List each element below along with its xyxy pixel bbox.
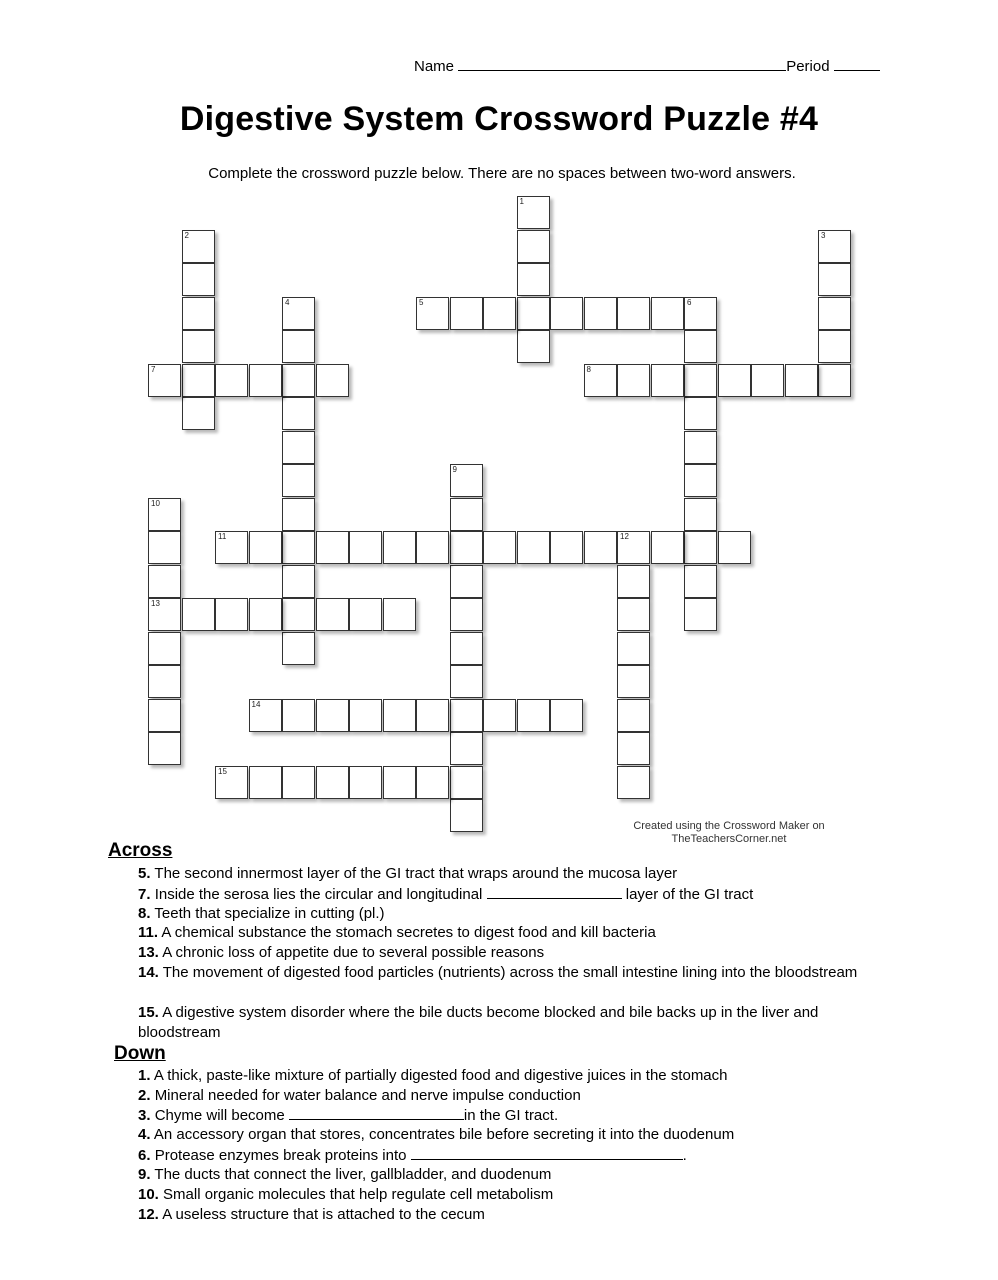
crossword-cell[interactable] <box>316 531 349 564</box>
crossword-cell[interactable] <box>617 665 650 698</box>
crossword-cell[interactable] <box>282 397 315 430</box>
crossword-cell[interactable] <box>584 364 617 397</box>
crossword-cell[interactable] <box>182 263 215 296</box>
crossword-cell[interactable] <box>818 364 851 397</box>
clue-text: The second innermost layer of the GI tract that wraps around the mucosa layer <box>154 865 678 882</box>
crossword-cell[interactable] <box>282 766 315 799</box>
crossword-cell[interactable] <box>550 297 583 330</box>
clue-text: The ducts that connect the liver, gallbladder, and duodenum <box>154 1166 552 1183</box>
clue-number: 1. <box>138 1067 151 1084</box>
cell-number: 7 <box>151 364 156 374</box>
crossword-cell[interactable] <box>148 632 181 665</box>
clue-text: A chemical substance the stomach secretes to digest food and kill bacteria <box>161 924 656 941</box>
cell-number: 10 <box>151 498 160 508</box>
crossword-cell[interactable] <box>249 598 282 631</box>
crossword-cell[interactable] <box>316 766 349 799</box>
crossword-cell[interactable] <box>416 766 449 799</box>
cell-number: 13 <box>151 599 160 608</box>
cell-number: 8 <box>586 364 591 374</box>
clue-text: A chronic loss of appetite due to several possible reasons <box>162 944 545 961</box>
clue-text-before: Protease enzymes break proteins into <box>154 1147 407 1164</box>
crossword-cell[interactable] <box>550 531 583 564</box>
crossword-cell[interactable] <box>684 565 717 598</box>
crossword-cell[interactable] <box>282 632 315 665</box>
clue-down-9 <box>138 1165 868 1185</box>
crossword-cell[interactable] <box>751 364 784 397</box>
crossword-cell[interactable] <box>785 364 818 397</box>
clue-number: 5. <box>138 865 151 882</box>
crossword-cell[interactable] <box>517 699 550 732</box>
clue-text-after: . <box>682 1147 687 1164</box>
cell-number: 12 <box>620 532 629 541</box>
clue-across-13 <box>138 943 868 963</box>
clue-number: 9. <box>138 1166 151 1183</box>
clue-number: 7. <box>138 886 151 903</box>
crossword-cell[interactable] <box>450 565 483 598</box>
crossword-cell[interactable] <box>383 766 416 799</box>
crossword-cell[interactable] <box>383 598 416 631</box>
clue-down-10 <box>138 1185 868 1205</box>
clue-text-after: layer of the GI tract <box>625 886 754 903</box>
crossword-cell[interactable] <box>550 699 583 732</box>
cell-number: 5 <box>419 297 424 307</box>
crossword-cell[interactable] <box>182 297 215 330</box>
answer-blank <box>487 884 622 899</box>
crossword-cell[interactable] <box>651 297 684 330</box>
crossword-cell[interactable] <box>249 364 282 397</box>
clue-number: 6. <box>138 1147 151 1164</box>
crossword-cell[interactable] <box>450 632 483 665</box>
crossword-cell[interactable] <box>651 364 684 397</box>
cell-number: 1 <box>519 197 524 206</box>
crossword-cell[interactable] <box>617 632 650 665</box>
crossword-cell[interactable] <box>818 330 851 363</box>
instructions: Complete the crossword puzzle below. There are no spaces between two-word answers. <box>208 165 796 182</box>
crossword-cell[interactable] <box>450 799 483 832</box>
clue-across-11 <box>138 923 868 943</box>
crossword-cell[interactable] <box>416 531 449 564</box>
clue-number: 3. <box>138 1107 151 1124</box>
clue-number: 15. <box>138 1004 159 1021</box>
crossword-cell[interactable] <box>617 364 650 397</box>
crossword-cell[interactable] <box>282 565 315 598</box>
crossword-cell[interactable] <box>818 297 851 330</box>
clue-text: A useless structure that is attached to the cecum <box>162 1206 485 1223</box>
crossword-cell[interactable] <box>282 297 315 330</box>
crossword-cell[interactable] <box>450 498 483 531</box>
crossword-cell[interactable] <box>617 699 650 732</box>
crossword-cell[interactable] <box>617 766 650 799</box>
crossword-cell[interactable] <box>450 699 483 732</box>
crossword-cell[interactable] <box>316 598 349 631</box>
crossword-cell[interactable] <box>517 330 550 363</box>
crossword-cell[interactable] <box>483 699 516 732</box>
crossword-cell[interactable] <box>483 297 516 330</box>
crossword-cell[interactable] <box>215 766 248 799</box>
crossword-cell[interactable] <box>684 397 717 430</box>
crossword-cell[interactable] <box>684 498 717 531</box>
crossword-cell[interactable] <box>148 531 181 564</box>
crossword-cell[interactable] <box>517 230 550 263</box>
answer-blank <box>289 1105 464 1120</box>
cell-number: 6 <box>687 297 692 307</box>
clue-text: Small organic molecules that help regulate cell metabolism <box>163 1186 554 1203</box>
crossword-cell[interactable] <box>684 364 717 397</box>
crossword-cell[interactable] <box>450 766 483 799</box>
crossword-cell[interactable] <box>517 531 550 564</box>
crossword-cell[interactable] <box>182 330 215 363</box>
crossword-cell[interactable] <box>349 766 382 799</box>
clue-down-1 <box>138 1066 868 1086</box>
clue-text: The movement of digested food particles (nutrients) across the small intestine lining into the bloodstream <box>162 964 858 981</box>
clue-number: 14. <box>138 964 159 981</box>
crossword-cell[interactable] <box>282 431 315 464</box>
crossword-cell[interactable] <box>282 364 315 397</box>
credit <box>604 820 854 846</box>
clue-text: Mineral needed for water balance and nerve impulse conduction <box>154 1087 581 1104</box>
crossword-cell[interactable] <box>617 565 650 598</box>
crossword-cell[interactable] <box>684 464 717 497</box>
clue-number: 13. <box>138 944 159 961</box>
clue-number: 11. <box>138 924 159 941</box>
crossword-cell[interactable] <box>584 531 617 564</box>
credit-line-1: Created using the Crossword Maker on <box>633 820 825 832</box>
crossword-cell[interactable] <box>818 230 851 263</box>
cell-number: 4 <box>285 297 290 307</box>
crossword-cell[interactable] <box>651 531 684 564</box>
clue-number: 4. <box>138 1126 151 1143</box>
clue-number: 12. <box>138 1206 159 1223</box>
cell-number: 14 <box>251 699 261 709</box>
crossword-cell[interactable] <box>148 699 181 732</box>
clue-across-8 <box>138 904 868 924</box>
cell-number: 11 <box>218 532 227 541</box>
crossword-cell[interactable] <box>684 330 717 363</box>
down-heading: Down <box>114 1043 166 1064</box>
crossword-cell[interactable] <box>617 531 650 564</box>
crossword-cell[interactable] <box>416 297 449 330</box>
crossword-cell[interactable] <box>282 498 315 531</box>
clue-text: Teeth that specialize in cutting (pl.) <box>154 905 385 922</box>
crossword-cell[interactable] <box>282 464 315 497</box>
crossword-cell[interactable] <box>450 732 483 765</box>
clue-down-12 <box>138 1205 868 1225</box>
clue-across-14 <box>138 963 868 983</box>
crossword-cell[interactable] <box>718 364 751 397</box>
answer-blank <box>411 1145 683 1160</box>
crossword-cell[interactable] <box>182 598 215 631</box>
crossword-cell[interactable] <box>517 297 550 330</box>
crossword-cell[interactable] <box>684 431 717 464</box>
crossword-cell[interactable] <box>148 498 181 531</box>
cell-number: 15 <box>218 766 227 776</box>
crossword-cell[interactable] <box>818 263 851 296</box>
period-label: Period <box>786 58 830 75</box>
clue-down-2 <box>138 1086 868 1106</box>
crossword-cell[interactable] <box>383 531 416 564</box>
credit-line-2: TheTeachersCorner.net <box>671 833 787 845</box>
cell-number: 9 <box>452 465 457 474</box>
cell-number: 2 <box>184 230 189 240</box>
crossword-cell[interactable] <box>282 598 315 631</box>
crossword-cell[interactable] <box>148 565 181 598</box>
crossword-cell[interactable] <box>215 364 248 397</box>
clue-across-15 <box>138 1003 868 1043</box>
crossword-cell[interactable] <box>718 531 751 564</box>
crossword-cell[interactable] <box>148 598 181 631</box>
clue-text-before: Chyme will become <box>154 1107 285 1124</box>
crossword-cell[interactable] <box>349 598 382 631</box>
crossword-cell[interactable] <box>617 297 650 330</box>
clue-text: A digestive system disorder where the bile ducts become blocked and bile backs up in the liver and bloodstream <box>138 1004 819 1041</box>
crossword-cell[interactable] <box>450 598 483 631</box>
crossword-cell[interactable] <box>316 364 349 397</box>
crossword-cell[interactable] <box>215 598 248 631</box>
clue-across-5 <box>138 864 868 884</box>
clue-number: 8. <box>138 905 151 922</box>
crossword-cell[interactable] <box>249 766 282 799</box>
clue-down-4 <box>138 1125 868 1145</box>
crossword-cell[interactable] <box>349 531 382 564</box>
crossword-cell[interactable] <box>349 699 382 732</box>
crossword-cell[interactable] <box>148 665 181 698</box>
clue-down-3 <box>138 1105 868 1126</box>
page-title: Digestive System Crossword Puzzle #4 <box>179 100 819 138</box>
crossword-cell[interactable] <box>450 531 483 564</box>
crossword-cell[interactable] <box>383 699 416 732</box>
crossword-cell[interactable] <box>182 364 215 397</box>
clue-text-after: in the GI tract. <box>463 1107 559 1124</box>
crossword-cell[interactable] <box>282 699 315 732</box>
crossword-cell[interactable] <box>584 297 617 330</box>
crossword-cell[interactable] <box>684 297 717 330</box>
clue-text: A thick, paste-like mixture of partially digested food and digestive juices in the stomach <box>153 1067 728 1084</box>
crossword-cell[interactable] <box>148 732 181 765</box>
crossword-cell[interactable] <box>215 531 248 564</box>
crossword-cell[interactable] <box>282 531 315 564</box>
cell-number: 3 <box>821 230 826 240</box>
crossword-cell[interactable] <box>450 665 483 698</box>
crossword-cell[interactable] <box>182 230 215 263</box>
crossword-cell[interactable] <box>450 297 483 330</box>
crossword-cell[interactable] <box>617 598 650 631</box>
crossword-cell[interactable] <box>182 397 215 430</box>
crossword-cell[interactable] <box>316 699 349 732</box>
clue-text-before: Inside the serosa lies the circular and longitudinal <box>154 886 483 903</box>
crossword-cell[interactable] <box>684 598 717 631</box>
crossword-cell[interactable] <box>249 531 282 564</box>
clue-number: 2. <box>138 1087 151 1104</box>
crossword-cell[interactable] <box>249 699 282 732</box>
clue-across-7 <box>138 884 868 905</box>
crossword-cell[interactable] <box>282 330 315 363</box>
crossword-cell[interactable] <box>684 531 717 564</box>
crossword-cell[interactable] <box>416 699 449 732</box>
crossword-cell[interactable] <box>450 464 483 497</box>
crossword-cell[interactable] <box>517 263 550 296</box>
crossword-cell[interactable] <box>517 196 550 229</box>
clue-text: An accessory organ that stores, concentrates bile before secreting it into the duodenum <box>153 1126 735 1143</box>
clue-number: 10. <box>138 1186 159 1203</box>
crossword-cell[interactable] <box>483 531 516 564</box>
clue-down-6 <box>138 1145 868 1166</box>
crossword-cell[interactable] <box>617 732 650 765</box>
across-heading: Across <box>108 840 173 861</box>
name-label: Name <box>414 58 455 75</box>
crossword-cell[interactable] <box>148 364 181 397</box>
